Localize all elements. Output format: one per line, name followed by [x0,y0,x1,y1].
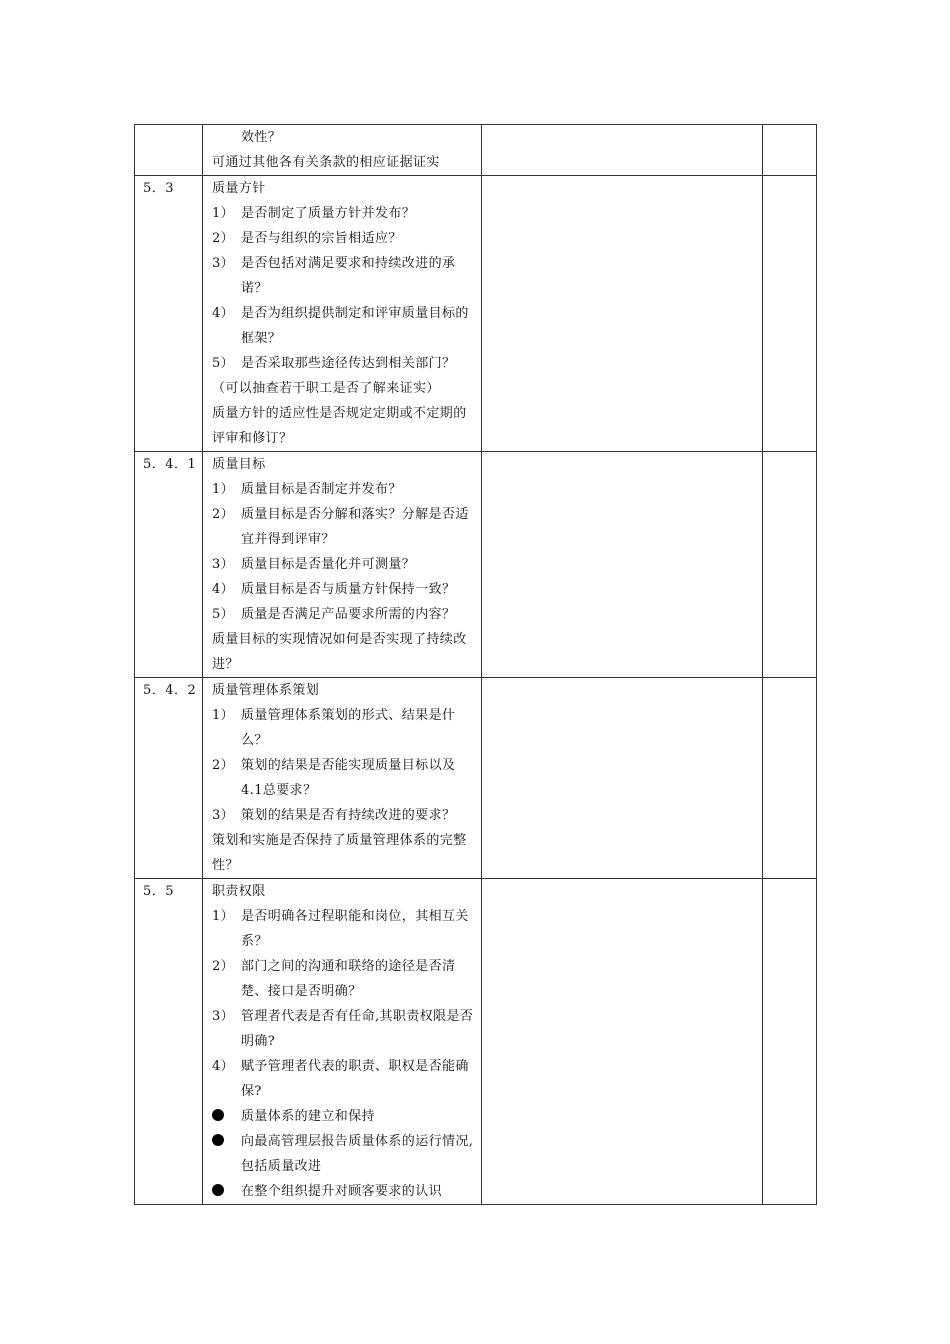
content-cell [203,125,482,176]
note-line: 质量方针的适应性是否规定定期或不定期的评审和修订？ [212,406,467,446]
list-item: 3） 策划的结果是否有持续改进的要求？ [212,808,456,823]
evidence-cell[interactable] [482,452,763,678]
content-cell [203,678,482,879]
section-title: 质量方针 [212,181,266,196]
list-item: 4） 质量目标是否与质量方针保持一致？ [212,582,456,597]
list-item: 1） 质量目标是否制定并发布？ [212,482,402,497]
table-row [135,879,817,1205]
table-row [135,176,817,452]
bullet-item: 向最高管理层报告质量体系的运行情况,包括质量改进 [212,1129,475,1179]
clause-cell [135,176,203,452]
clause-cell [135,678,203,879]
section-title: 职责权限 [212,884,266,899]
content-cell [203,176,482,452]
continuation-line: 可通过其他各有关条款的相应证据证实 [212,155,440,170]
note-line: （可以抽查若干职工是否了解来证实） [212,381,440,396]
note-line: 质量目标的实现情况如何是否实现了持续改进？ [212,632,467,672]
list-item: 3） 管理者代表是否有任命,其职责权限是否明确? [212,1009,474,1049]
list-item: 4） 赋予管理者代表的职责、职权是否能确保? [212,1059,469,1099]
table-row [135,452,817,678]
list-item: 3） 是否包括对满足要求和持续改进的承诺？ [212,256,456,296]
clause-cell [135,125,203,176]
evidence-cell[interactable] [482,879,763,1205]
audit-checklist-table [134,124,817,1205]
list-item: 1） 是否制定了质量方针并发布？ [212,206,416,221]
list-item: 2） 部门之间的沟通和联络的途径是否清楚、接口是否明确？ [212,959,456,999]
result-cell[interactable] [763,176,817,452]
result-cell[interactable] [763,125,817,176]
list-item: 5） 质量是否满足产品要求所需的内容？ [212,607,456,622]
result-cell[interactable] [763,879,817,1205]
content-cell [203,452,482,678]
note-line: 策划和实施是否保持了质量管理体系的完整性？ [212,833,467,873]
clause-number: 5．4．2 [143,683,197,698]
evidence-cell[interactable] [482,176,763,452]
list-item: 5） 是否采取那些途径传达到相关部门？ [212,356,456,371]
list-item: 2） 是否与组织的宗旨相适应？ [212,231,402,246]
clause-number: 5．4．1 [143,457,197,472]
evidence-cell[interactable] [482,125,763,176]
filled-circle-icon [212,1109,224,1121]
list-item: 1） 质量管理体系策划的形式、结果是什么？ [212,708,456,748]
list-item: 4） 是否为组织提供制定和评审质量目标的框架？ [212,306,469,346]
table-row [135,678,817,879]
filled-circle-icon [212,1184,224,1196]
list-item: 2） 策划的结果是否能实现质量目标以及4.1总要求？ [212,758,456,798]
clause-number: 5．3 [143,181,175,196]
clause-cell [135,452,203,678]
evidence-cell[interactable] [482,678,763,879]
section-title: 质量目标 [212,457,266,472]
clause-cell [135,879,203,1205]
list-item: 1） 是否明确各过程职能和岗位，其相互关系？ [212,909,469,949]
filled-circle-icon [212,1134,224,1146]
bullet-item: 质量体系的建立和保持 [212,1104,475,1129]
list-item: 3） 质量目标是否量化并可测量？ [212,557,416,572]
content-cell [203,879,482,1205]
continuation-line: 效性？ [241,130,282,145]
section-title: 质量管理体系策划 [212,683,320,698]
result-cell[interactable] [763,678,817,879]
clause-number: 5．5 [143,884,175,899]
bullet-item: 在整个组织提升对顾客要求的认识 [212,1179,475,1204]
result-cell[interactable] [763,452,817,678]
table-row [135,125,817,176]
list-item: 2） 质量目标是否分解和落实？分解是否适宜并得到评审？ [212,507,469,547]
